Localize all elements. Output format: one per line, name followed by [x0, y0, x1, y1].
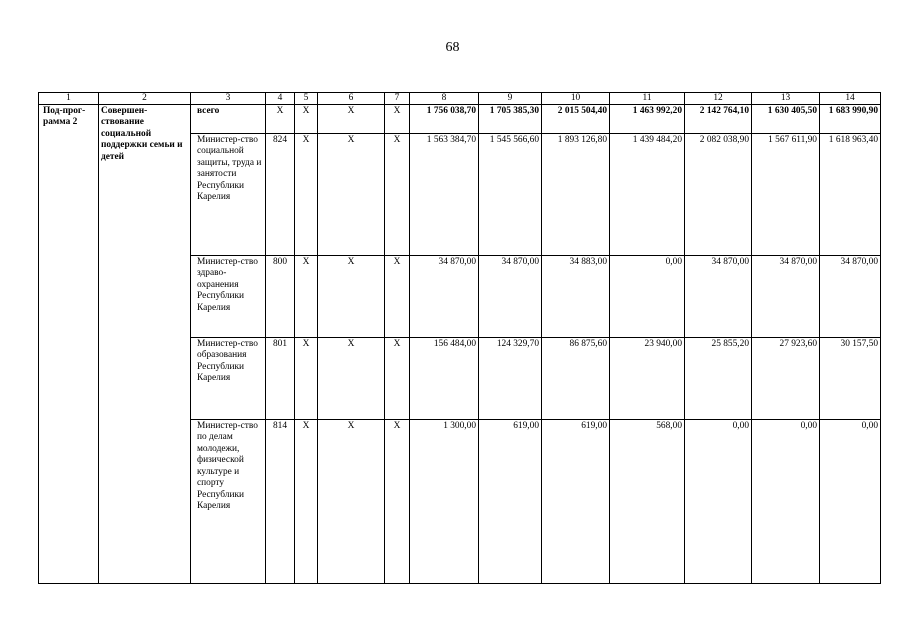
header-cell: 11	[610, 93, 685, 105]
value-cell: 2 142 764,10	[685, 105, 752, 134]
value-cell: 0,00	[752, 420, 820, 584]
page-number: 68	[445, 40, 460, 55]
code-cell: Х	[266, 105, 295, 134]
value-cell: 34 870,00	[685, 256, 752, 338]
value-cell: 1 463 992,20	[610, 105, 685, 134]
value-cell: 1 893 126,80	[542, 134, 610, 256]
subprogram-title: Совершен-ствование социальной поддержки семьи и детей	[99, 105, 191, 584]
value-cell: 568,00	[610, 420, 685, 584]
department-cell: Министер-ство по делам молодежи, физической культуре и спорту Республики Карелия	[191, 420, 266, 584]
header-cell: 4	[266, 93, 295, 105]
subprogram-label: Под-прог-рамма 2	[39, 105, 99, 584]
header-cell: 7	[385, 93, 410, 105]
header-cell: 6	[318, 93, 385, 105]
value-cell: 1 563 384,70	[410, 134, 479, 256]
budget-table	[38, 92, 881, 584]
value-cell: 1 300,00	[410, 420, 479, 584]
value-cell: 34 870,00	[752, 256, 820, 338]
value-cell: 2 015 504,40	[542, 105, 610, 134]
code-cell: Х	[318, 420, 385, 584]
department-cell: Министер-ство здраво-охранения Республики Карелия	[191, 256, 266, 338]
value-cell: 25 855,20	[685, 338, 752, 420]
value-cell: 23 940,00	[610, 338, 685, 420]
header-cell: 3	[191, 93, 266, 105]
header-cell: 14	[820, 93, 881, 105]
value-cell: 1 630 405,50	[752, 105, 820, 134]
department-cell: Министер-ство социальной защиты, труда и занятости Республики Карелия	[191, 134, 266, 256]
value-cell: 34 870,00	[479, 256, 542, 338]
value-cell: 1 618 963,40	[820, 134, 881, 256]
value-cell: 124 329,70	[479, 338, 542, 420]
department-cell: всего	[191, 105, 266, 134]
value-cell: 0,00	[820, 420, 881, 584]
value-cell: 0,00	[610, 256, 685, 338]
value-cell: 1 683 990,90	[820, 105, 881, 134]
code-cell: Х	[295, 256, 318, 338]
header-row	[39, 93, 881, 105]
code-cell: 824	[266, 134, 295, 256]
code-cell: Х	[318, 338, 385, 420]
header-cell: 10	[542, 93, 610, 105]
value-cell: 1 567 611,90	[752, 134, 820, 256]
code-cell: 800	[266, 256, 295, 338]
header-cell: 2	[99, 93, 191, 105]
value-cell: 619,00	[479, 420, 542, 584]
header-cell: 12	[685, 93, 752, 105]
code-cell: Х	[318, 256, 385, 338]
code-cell: Х	[295, 134, 318, 256]
value-cell: 34 883,00	[542, 256, 610, 338]
value-cell: 1 705 385,30	[479, 105, 542, 134]
code-cell: Х	[385, 338, 410, 420]
code-cell: Х	[385, 105, 410, 134]
code-cell: Х	[318, 105, 385, 134]
code-cell: Х	[295, 105, 318, 134]
code-cell: Х	[295, 420, 318, 584]
code-cell: Х	[318, 134, 385, 256]
header-cell: 9	[479, 93, 542, 105]
code-cell: 814	[266, 420, 295, 584]
code-cell: 801	[266, 338, 295, 420]
value-cell: 156 484,00	[410, 338, 479, 420]
value-cell: 1 756 038,70	[410, 105, 479, 134]
value-cell: 86 875,60	[542, 338, 610, 420]
header-cell: 1	[39, 93, 99, 105]
header-cell: 8	[410, 93, 479, 105]
header-cell: 13	[752, 93, 820, 105]
code-cell: Х	[385, 134, 410, 256]
value-cell: 619,00	[542, 420, 610, 584]
code-cell: Х	[385, 420, 410, 584]
department-cell: Министер-ство образования Республики Карелия	[191, 338, 266, 420]
value-cell: 30 157,50	[820, 338, 881, 420]
value-cell: 2 082 038,90	[685, 134, 752, 256]
value-cell: 34 870,00	[820, 256, 881, 338]
header-cell: 5	[295, 93, 318, 105]
value-cell: 0,00	[685, 420, 752, 584]
code-cell: Х	[385, 256, 410, 338]
table-row-total	[39, 105, 881, 134]
code-cell: Х	[295, 338, 318, 420]
value-cell: 1 439 484,20	[610, 134, 685, 256]
value-cell: 34 870,00	[410, 256, 479, 338]
value-cell: 27 923,60	[752, 338, 820, 420]
value-cell: 1 545 566,60	[479, 134, 542, 256]
